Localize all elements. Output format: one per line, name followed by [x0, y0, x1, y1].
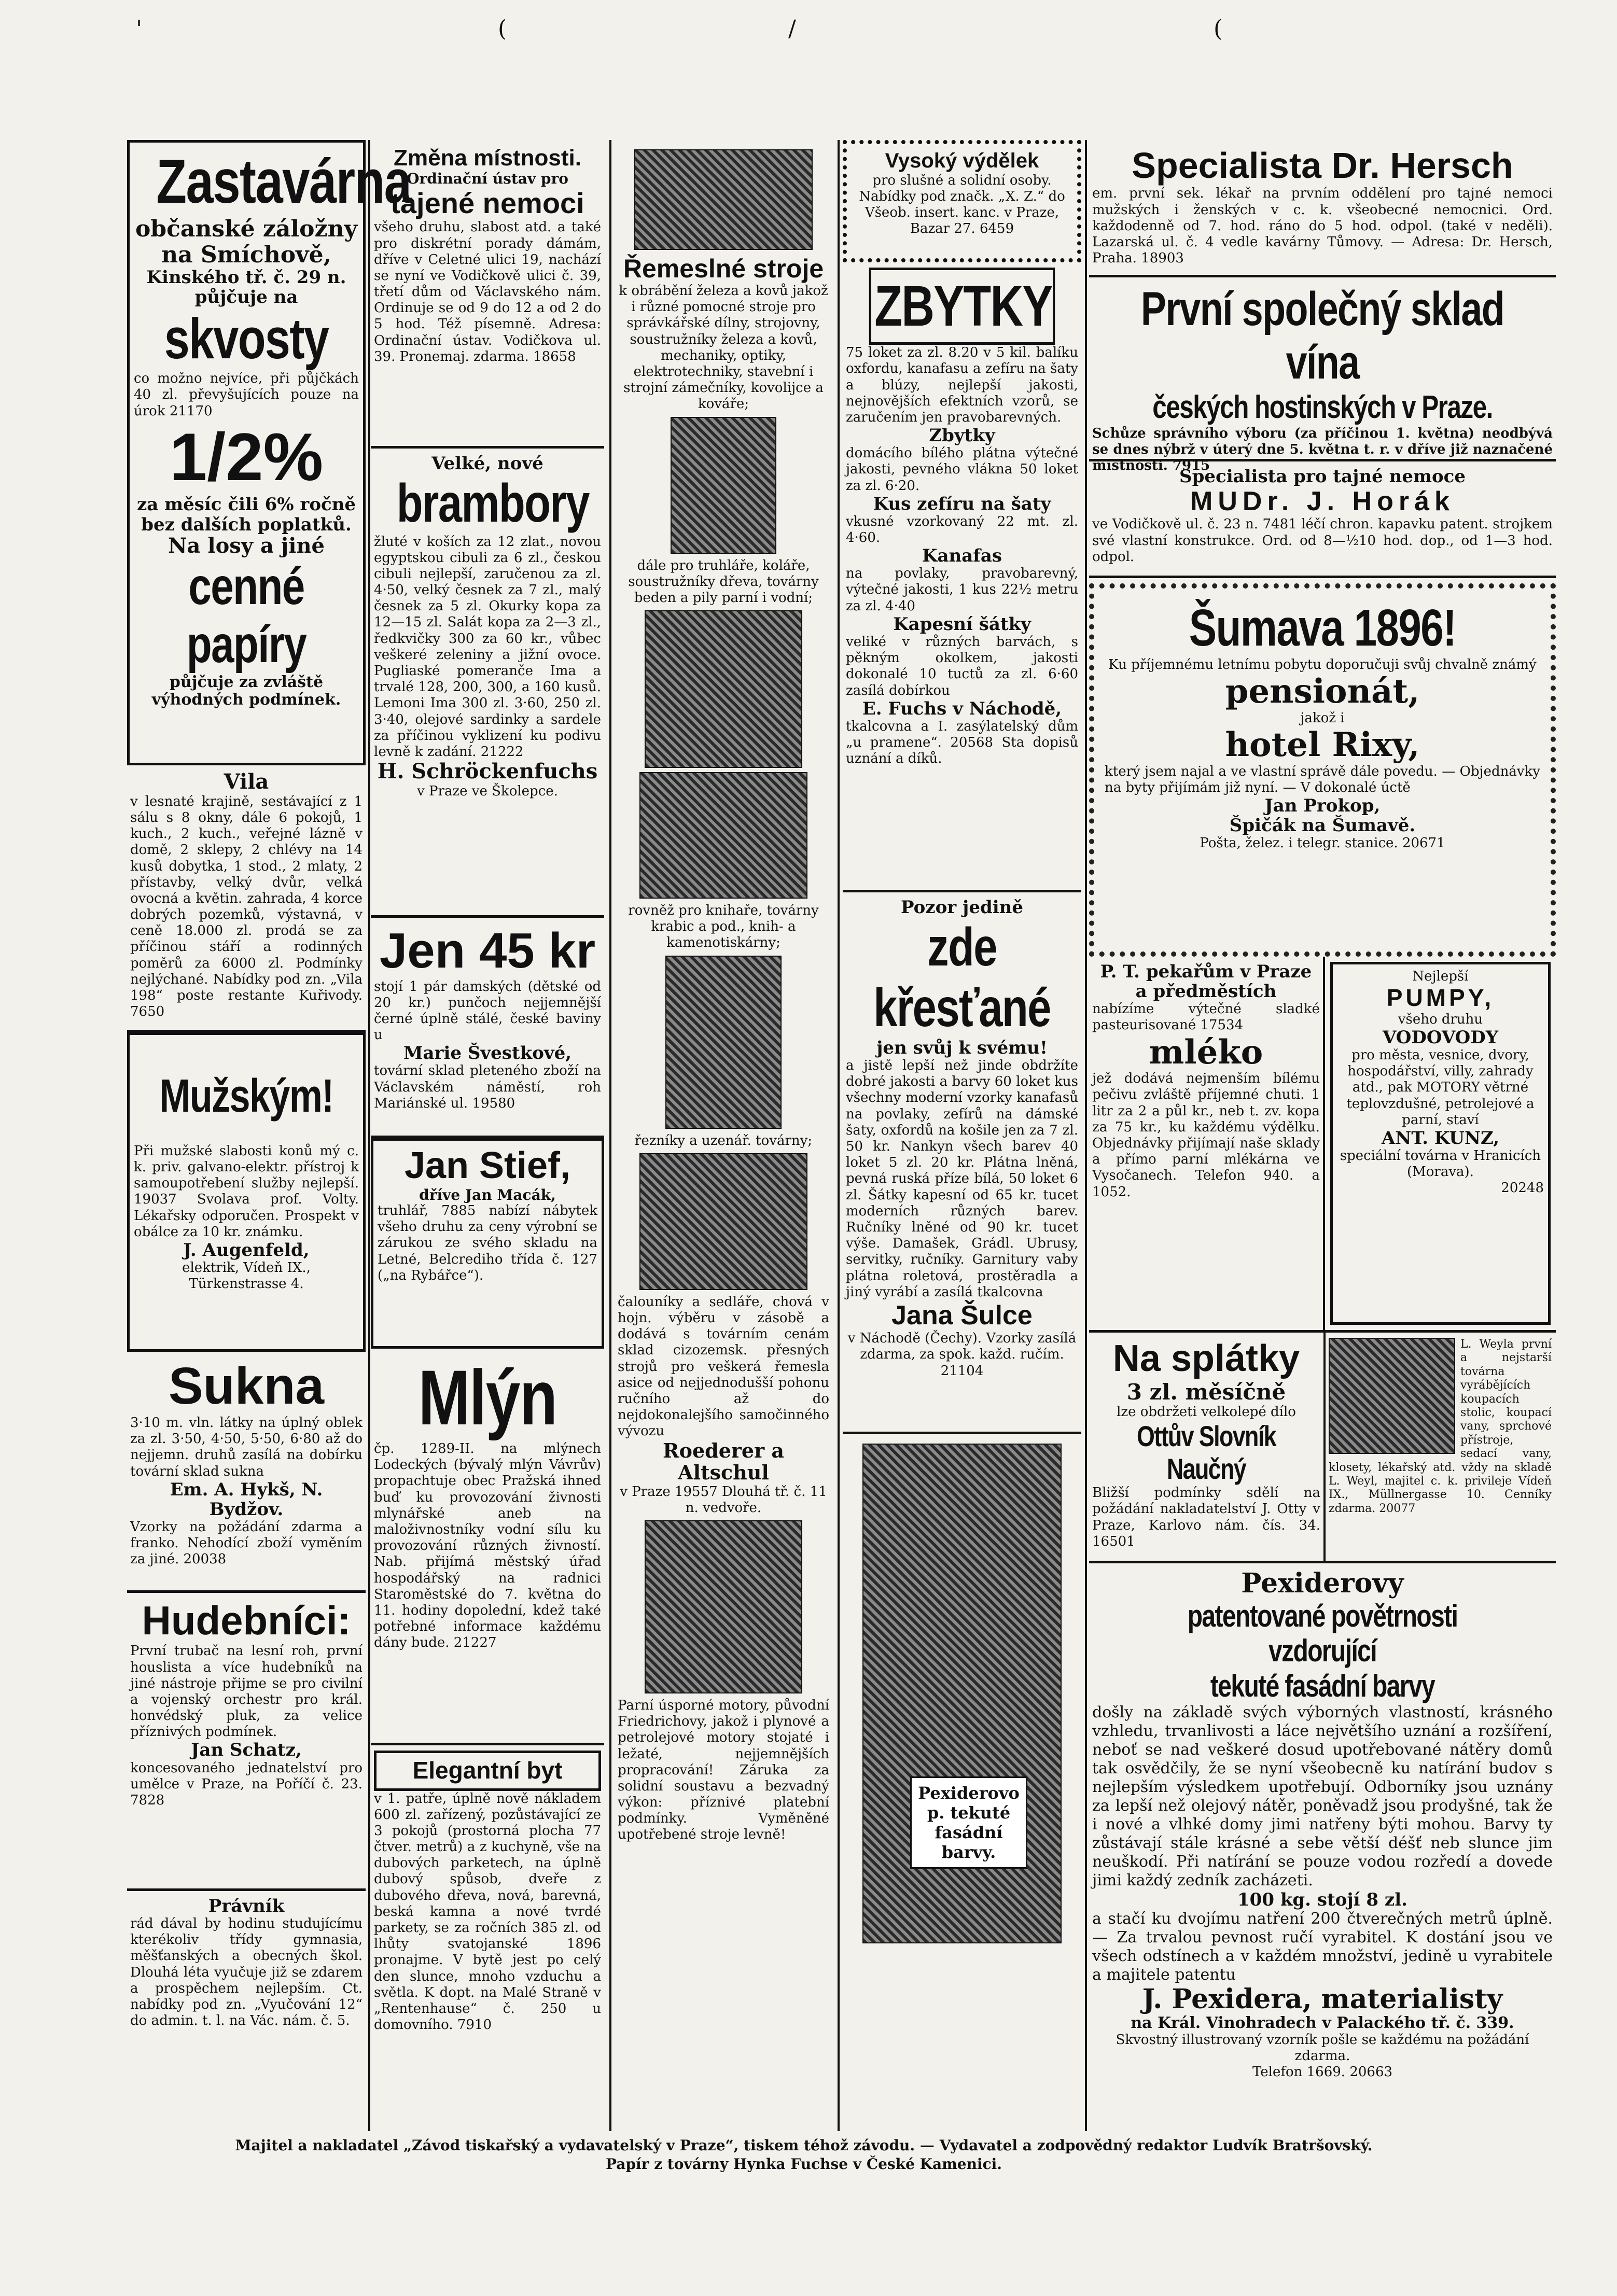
ad-text: půjčuje na	[194, 287, 298, 307]
column-2	[371, 140, 604, 2038]
footer-line: Papír z továrny Hynka Fuchse v České Kamenici.	[606, 2155, 1002, 2173]
ad-text: a jistě lepší než jinde obdržíte dobré jakosti a barvy 60 loket kus všechny moderní vzorky kanafasů na povlaky, zefírů na dámské šaty, oxfordů na košile jen za 7 zl. 50 kr. Nankyn všech barev 40 loket 5 zl. 20 kr. Plátna lněná, pevná ruská příze bílá, 50 loket 6 zl. Šátky kapesní od 65 kr. tucet moderních různých barev. Ručníky lněné od 90 kr. tucet výše. Damašek, Grádl. Ubrusy, servitky, ručníky. Garnitury vaby plátna roletová, prostěradla a jiný vyrábí a zasílá tkalcovna	[846, 1058, 1078, 1300]
ad-title: Elegantní byt	[374, 1751, 601, 1791]
bath-illustration	[1329, 1338, 1455, 1454]
ad-text: veliké v různých barvách, s pěkným okolkem, jakosti dokonalé 10 tuctů za zl. 6·60 zasílá dobírkou	[846, 634, 1078, 698]
ad-text: Skvostný illustrovaný vzorník pošle se každému na požádání zdarma.	[1116, 2032, 1529, 2064]
ad-firm: J. Augenfeld,	[183, 1239, 310, 1261]
ad-headline: ZBYTKY	[869, 268, 1055, 345]
ad-subtitle: českých hostinských v Praze.	[1152, 389, 1493, 426]
ad-address: Kinského tř. č. 29 n.	[146, 267, 346, 288]
margin-mark: (	[1214, 16, 1223, 42]
ad-text: L. Weyla první a nejstarší továrna vyrábějících koupacích stolic, koupací vany, sprchové přístroje, sedací vany, klosety, lékařský atd. vždy na skladě L. Weyl, majitel c. k. privileje Vídeň IX., Müllnergasse 10. Cenníky zdarma. 20077	[1329, 1338, 1552, 1515]
building-illustration	[862, 1444, 1062, 1943]
ad-subtitle: patentované povětrnosti vzdorující	[1187, 1599, 1458, 1669]
ad-text: Schůze správního výboru (za příčinou 1. května) neodbývá se dnes nýbrž v úterý dne 5. května t. r. v dříve již naznačené místnosti. 7915	[1092, 425, 1553, 473]
ad-text: nabízíme výtečné sladké pasteurisované 17534	[1092, 1001, 1320, 1033]
ad-title: Změna místnosti.	[394, 145, 581, 171]
ad-headline: brambory	[396, 473, 589, 534]
ad-text: na povlaky, pravobarevný, výtečné jakosti, 1 kus 22½ metru za zl. 4·40	[846, 566, 1078, 614]
ad-text: v lesnaté krajině, sestávající z 1 sálu s 8 okny, dále 6 pokojů, 1 kuch., 2 kuch., veřejné lázně v domě, 2 sklepy, 2 chlévy na 14 kusů dobytka, 1 stod., 2 mlaty, 2 přístavby, velký dvůr, velká ovocná a květin. zahrada, 4 korce dobrých pozemků, výstavná, v ceně 18.000 zl. prodá se za příčinou stáří a rodinných poměrů za 6000 zl. Podmínky nejlýchané. Nabídky pod zn. „Vila 198“ poste restante Kuřivody. 7650	[130, 793, 363, 1020]
ad-address: elektrik, Vídeň IX., Türkenstrasse 4.	[182, 1260, 311, 1292]
ad-zastavarna	[127, 140, 411, 765]
ad-text: Telefon 1669. 20663	[1252, 2064, 1393, 2080]
ad-text: tkalcovna a I. zasýlatelský dům „u pramene“. 20568 Sta dopisů uznání a díků.	[846, 718, 1078, 767]
ad-title: Hudebníci:	[142, 1598, 351, 1643]
ad-headline: zde křesťané	[873, 917, 1051, 1038]
ad-subhead: Kus zefíru na šaty	[873, 493, 1051, 514]
column-4	[843, 140, 1081, 1953]
ad-title: První společný sklad vína	[1140, 283, 1504, 389]
page-footer	[207, 2136, 1400, 2174]
ad-title: Právník	[208, 1896, 285, 1916]
ad-text: ve Vodičkově ul. č. 23 n. 7481 léčí chron. kapavku patent. strojkem své vlastní konstrukce. Ord. od 8—½10 hod. dop., od 1—3 hod. odpol.	[1092, 516, 1553, 565]
machine-illustration	[639, 772, 807, 899]
ad-title: Specialista Dr. Hersch	[1132, 145, 1513, 186]
ad-text: rovněž pro knihaře, továrny krabic a pod., knih- a kamenotiskárny;	[628, 903, 819, 951]
ad-hudebnici	[127, 1593, 366, 1891]
ad-title: P. T. pekařům v Praze a předměstích	[1100, 961, 1312, 1002]
ad-text: stojí 1 pár damských (dětské od 20 kr.) punčoch nejjemnější černé úplně stálé, české baviny u	[374, 978, 601, 1043]
ad-stief	[371, 1138, 604, 1349]
ad-pexidera	[1089, 1563, 1556, 2085]
ad-zbytky	[843, 262, 1081, 892]
ad-mlyn	[371, 1349, 604, 1745]
ad-firm: Jan Prokop,	[1264, 795, 1381, 817]
ad-brambory	[371, 449, 604, 918]
machine-illustration	[645, 610, 802, 768]
ad-text: koncesovaného jednatelství pro umělce v Praze, na Poříčí č. 23. 7828	[130, 1760, 363, 1808]
ad-text: Bližší podmínky sdělí na požádání nakladatelství J. Otty v Praze, Karlovo nám. čís. 34. 16501	[1092, 1485, 1320, 1549]
ad-byt	[371, 1745, 604, 2038]
ad-sukna	[127, 1352, 366, 1593]
ad-firm: Marie Švestkové,	[403, 1043, 572, 1064]
ad-firm: ANT. KUNZ,	[1381, 1127, 1500, 1149]
motor-illustration	[645, 1520, 802, 1693]
ad-headline: tekuté fasádní barvy	[1210, 1668, 1435, 1703]
ad-address: v Praze ve Školepce.	[417, 783, 558, 799]
ad-subhead: VODOVODY	[1382, 1027, 1498, 1048]
ad-firm: H. Schröckenfuchs	[377, 759, 598, 784]
ad-text: v 1. patře, úplně nově nákladem 600 zl. zařízený, pozůstávající ze 3 pokojů (prostorná plocha 77 čtver. metrů) a z kuchyně, vše na dubových parketech, na úplně dubový spůsob, dveře z dubového dřeva, nová, barevná, beská kamna a nové tvrdé parkety, se za ročních 385 zl. od lhůty svatojanské 1896 pronajme. V bytě jest po celý den slunce, mnoho vzduchu a světla. K dopt. na Malé Straně v „Rentenhause“ č. 250 u domovního. 7910	[374, 1790, 601, 2033]
ad-text: co možno nejvíce, při půjčkách 40 zl. převyšujících pouze na úrok 21170	[134, 371, 359, 419]
ad-text: k obrábění železa a kovů jakož i různé pomocné stroje pro správkářské dílny, strojovny, soustružníky železa a kovů, mechaniky, optiky, elektrotechniky, stavební i strojní zámečníky, kovolijce a kováře;	[619, 283, 828, 412]
ad-subhead: 3 zl. měsíčně	[1126, 1379, 1286, 1405]
ad-subtitle: dříve Jan Macák,	[419, 1186, 556, 1203]
ad-headline: Na splátky	[1112, 1338, 1300, 1379]
ad-subhead: Zbytky	[929, 425, 995, 446]
ad-text: 3·10 m. vln. látky na úplný oblek za zl. 3·50, 4·50, 5·50, 6·80 až do nejjemn. druhů zasílá na dobírku tovární sklad sukna	[130, 1415, 363, 1479]
ad-weyl	[1326, 1333, 1555, 1561]
ad-subtitle: Pozor jedině	[900, 897, 1024, 918]
ad-krestane	[843, 892, 1081, 1434]
ad-text: Pošta, želez. i telegr. stanice. 20671	[1200, 835, 1445, 851]
ad-muzskym	[127, 1032, 366, 1352]
ad-stroje	[615, 140, 832, 1849]
ad-text: tovární sklad pleteného zboží na Václavském náměstí, roh Mariánské ul. 19580	[374, 1063, 601, 1111]
ad-row	[1089, 1333, 1556, 1563]
ad-row	[1089, 957, 1556, 1333]
ad-text: dále pro truhláře, koláře, soustružníky dřeva, továrny beden a pily parní i vodní;	[628, 557, 819, 606]
margin-mark: /	[788, 16, 796, 42]
ad-subtitle: Specialista pro tajné nemoce	[1179, 466, 1466, 487]
ad-text: domácího bílého plátna výtečné jakosti, pevného vlákna 50 loket za zl. 6·20.	[846, 445, 1078, 494]
ad-title: Šumava 1896!	[1189, 599, 1456, 657]
ad-pumpy	[1330, 962, 1551, 1325]
ad-text: Parní úsporné motory, původní Friedrichovy, jakož i plynové a petrolejové motory stojaté i ležaté, nejjemnějších propracování! Záruka za solidní soustavu a bezvadný výkon: příznivé platební podmínky. Vyměněné upotřebené stroje levně!	[618, 1697, 829, 1843]
ad-headline: hotel Rixy,	[1225, 725, 1420, 765]
ad-text: čp. 1289-II. na mlýnech Lodeckých (bývalý mlýn Vávrův) propachtuje obec Pražská ihned buď ku provozování živnosti mlynářské aneb na maloživnostníky vodní sílu ku provozování různých živností. Nab. přijímá městský úřad hospodářský na radnici Staroměstské do 7. května do 11. hodiny dopolední, kdež také potřebné informace každému dány bude. 21227	[374, 1441, 601, 1651]
ad-place: Špičák na Šumavě.	[1229, 815, 1416, 836]
ad-hersch	[1089, 140, 1556, 277]
ad-headline: PUMPY,	[1386, 984, 1495, 1012]
ad-firm: J. Pexidera, materialisty	[1142, 1983, 1503, 2015]
ad-text: em. první sek. lékař na prvním oddělení pro tajné nemoci mužských i ženských v c. k. všeobecné nemocnici. Ord. každodenně od 7. hod. ráno do 5 hod. odpol. (také v neděli). Lazarská ul. č. 4 vedle kavárny Tůmovy. — Adresa: Dr. Hersch, Praha. 18903	[1092, 186, 1553, 267]
ad-text: lze obdržeti velkolepé dílo	[1117, 1404, 1296, 1420]
ad-subtitle: Velké, nové	[431, 453, 543, 474]
margin-mark: '	[136, 16, 143, 42]
ad-title: Ottův Slovník Naučný	[1137, 1419, 1276, 1485]
ad-price: 100 kg. stojí 8 zl.	[1237, 1889, 1407, 1910]
ad-headline: skvosty	[164, 307, 329, 371]
ad-title: Mužským!	[159, 1070, 333, 1122]
ad-vino	[1089, 277, 1556, 473]
ad-subhead: jen svůj k svému!	[876, 1038, 1048, 1059]
ad-headline: tajené nemoci	[391, 186, 584, 219]
ad-title: Zastavárna	[156, 147, 411, 216]
ad-title: Vila	[224, 769, 269, 794]
ad-firm: Roederer a Altschul	[663, 1438, 784, 1485]
ad-headline: cenné papíry	[186, 557, 306, 674]
ad-splatky	[1089, 1333, 1326, 1561]
ad-title: Řemeslné stroje	[623, 254, 824, 283]
ad-text: jakož i	[1300, 710, 1345, 726]
ad-headline: Mlýn	[418, 1354, 557, 1441]
ad-horak	[1089, 461, 1556, 578]
ad-text: Ku příjemnému letnímu pobytu doporučuji svůj chvalně známý	[1108, 657, 1537, 673]
ad-text: čalouníky a sedláře, chová v hojn. výběru v zásobě a dodává s továrním cenám sklad cizozemsk. přesných strojů pro veškerá řemesla asice od nejjednodušší pohonu ručního až do nejdokonalejšího samočinného vývozu	[618, 1294, 829, 1439]
ad-text: Vzorky na požádání zdarma a franko. Nehodící zboží vyměním za jiné. 20038	[130, 1519, 363, 1567]
ad-address: v Praze 19557 Dlouhá tř. č. 11 n. vedvoře.	[620, 1483, 827, 1516]
ad-vysoky-vydelek	[843, 140, 1081, 262]
ad-headline: Jen 45 kr	[379, 923, 596, 978]
ad-text: vkusné vzorkovaný 22 mt. zl. 4·60.	[846, 513, 1078, 546]
ad-vila	[127, 765, 366, 1032]
ad-text: Na losy a jiné	[168, 533, 325, 558]
ad-text: všeho druhu, slabost atd. a také pro diskrétní porady dámám, dříve v Celetné ulici 19, nachází se nyní ve Vodičkově ulici č. 39, třetí dům od Václavského nám. Ordinuje se od 9 do 12 a od 2 do 5 hod. Též písemně. Adresa: Ordinační ústav. Vodičkova ul. 39. Pronemaj. zdarma. 18658	[374, 219, 601, 365]
ad-headline: mléko	[1149, 1032, 1263, 1072]
ad-pexiderovo-image	[843, 1434, 1081, 1953]
ad-subtitle: Nejlepší	[1412, 969, 1469, 984]
machine-illustration	[665, 956, 782, 1129]
ad-jen-45kr	[371, 918, 604, 1138]
ad-subtitle: občanské záložny na Smíchově,	[135, 216, 358, 268]
machine-illustration	[639, 1153, 807, 1290]
ad-text: pro slušné a solidní osoby. Nabídky pod značk. „X. Z.“ do Všeob. insert. kanc. v Praze, Bazar 27. 6459	[859, 172, 1065, 237]
margin-mark: (	[498, 16, 507, 42]
ad-title: Pexiderovy	[1241, 1567, 1404, 1599]
ad-text: a stačí ku dvojímu natření 200 čtverečných metrů úplně. — Za trvalou pevnost ručí vyrabitel. K dostání jsou ve všech odstínech a v každém množství, jedině u vyrabitele a majitele patentu	[1092, 1909, 1553, 1984]
ad-firm: E. Fuchs v Náchodě,	[862, 698, 1062, 719]
ad-pravnik	[127, 1891, 366, 2034]
ad-text: za měsíc čili 6% ročně bez dalších poplatků.	[136, 494, 356, 535]
ad-text: jež dodává nejmenším bílému pečivu zvláště příjemné chuti. 1 litr za 2 a půl kr., neb t. zv. kopa za 75 kr., ku každému výdělku. Objednávky přijímají naše sklady a přímo parní mlékárna ve Vysočanech. Telefon 940. a 1052.	[1092, 1071, 1320, 1200]
column-3	[615, 140, 832, 1849]
footer-line: Majitel a nakladatel „Závod tiskařský a vydavatelský v Praze“, tiskem téhož závodu. — Vydavatel a zodpovědný redaktor Ludvík Bratršovský.	[235, 2137, 1373, 2154]
ad-number: 20248	[1501, 1180, 1544, 1196]
ad-address: v Náchodě (Čechy). Vzorky zasílá zdarma, za spok. každ. ručím. 21104	[847, 1331, 1077, 1379]
ad-title: Vysoký výdělek	[885, 149, 1039, 172]
ad-text: rád dával by hodinu studujícímu kterékoliv třídy gymnasia, měšťanských a obecných škol. Dlouhá léta vyučuje již se zdarem a prospěchem nejlepším. Ct. nabídky pod zn. „Vyučování 12“ do admin. t. l. na Vác. nám. č. 5.	[130, 1916, 363, 2029]
machine-illustration	[634, 149, 813, 250]
ad-text: řezníky a uzenář. továrny;	[634, 1132, 813, 1149]
ad-subhead: Kapesní šátky	[893, 613, 1031, 635]
ad-subtitle: Ordinační ústav pro	[407, 170, 568, 188]
ad-title: Sukna	[168, 1357, 325, 1415]
ad-text: žluté v koších za 12 zlat., novou egyptskou cibuli za 6 zl., českou cibuli nejlepší, zaručenou za zl. 4·50, velký česnek za 7 zl., malý česnek za 5 zl. Okurky kopa za 12—15 zl. Salát kopa za 2—3 zl., ředkvičky 300 za 60 kr., vůbec veškeré zeleniny a jižní ovoce. Pugliaské pomeranče Ima a trvalé 128, 200, 300, a 160 kusů. Lemoni Ima 300 zl. 3·60, 250 zl. 3·40, olejové sardinky a sardele za příčinou vyklizení ku podivu levně k zadání. 21222	[374, 534, 601, 760]
ad-text: půjčuje za zvláště výhodných podmínek.	[151, 673, 341, 709]
ad-title: MUDr. J. Horák	[1190, 486, 1455, 517]
ad-address: speciální továrna v Hranicích (Moravа).	[1340, 1147, 1541, 1180]
ad-text: pro města, vesnice, dvory, hospodářství, villy, zahrady atd., pak MOTORY větrné teplovzdušné, petrolejové a parní, staví	[1346, 1047, 1535, 1128]
ad-address: na Král. Vinohradech v Palackého tř. č. 339.	[1131, 2014, 1514, 2033]
ad-text: První trubač na lesní roh, první houslista a více hudebníků na jiné nástroje přijme se pro civilní a vojenský orchestr pro král. honvédský pluk, za velice příznivých podmínek.	[130, 1643, 363, 1740]
ad-zmena	[371, 140, 604, 449]
ad-firm: Jana Šulce	[891, 1300, 1033, 1331]
ad-sumava	[1089, 583, 1556, 957]
ad-subhead: Kanafas	[922, 545, 1002, 567]
ad-text: Při mužské slabosti konů mý c. k. priv. galvano-elektr. přístroj k samoupotřebení služby nejlepší. 19037 Svolava prof. Volty. Lékařsky odporučen. Prospekt v obálce za 10 kr. známku.	[134, 1143, 359, 1240]
ad-headline: pensionát,	[1225, 672, 1420, 711]
machine-illustration	[671, 417, 776, 554]
ad-pekarum	[1089, 957, 1325, 1330]
ad-text: který jsem najal a ve vlastní správě dále povedu. — Objednávky na byty přijímám již nyní. — V dokonalé úctě	[1105, 763, 1540, 795]
ad-text: truhlář, 7885 nabízí nábytek všeho druhu za ceny výrobní se zárukou ze svého skladu na Letné, Belcrediho třída č. 127 („na Rybářce“).	[378, 1202, 597, 1283]
ad-rate: 1/2%	[169, 418, 324, 495]
ad-firm: Em. A. Hykš, N. Bydžov.	[170, 1479, 323, 1520]
column-5	[1089, 140, 1556, 2085]
ad-firm: Jan Schatz,	[191, 1740, 302, 1761]
ad-text: došly na základě svých výborných vlastností, krásného vzhledu, trvanlivosti a láce největšího uznání a rozšíření, neboť se nad veškeré dosud upotřebované nátěry domů tak osvědčily, že se nyní všeobecně ku natírání budov s nejlepším výsledkem upotřebují. Odborníky jsou uznány za lepší než olejový nátěr, poněvadž jsou prodyšné, tak že i nové a vlhké domy jimi natřeny býti mohou. Barvy ty zůstávají stále krásné a sebe větší déšť neb slunce jim neuškodí. Při natírání se pouze vodou rozředí a dovede jimi každý zedník zacházeti.	[1092, 1703, 1553, 1889]
ad-text: 75 loket za zl. 8.20 v 5 kil. balíku oxfordu, kanafasu a zefíru na šaty a blúzy, nejlepší jakosti, nejnovějších efektních vzorů, se zaručením jen pravobarevných.	[846, 345, 1078, 425]
column-1	[127, 140, 411, 2034]
image-caption: Pexiderovo p. tekuté fasádní barvy.	[910, 1776, 1027, 1869]
ad-text: všeho druhu	[1398, 1011, 1483, 1027]
ad-title: Jan Stief,	[404, 1145, 571, 1186]
